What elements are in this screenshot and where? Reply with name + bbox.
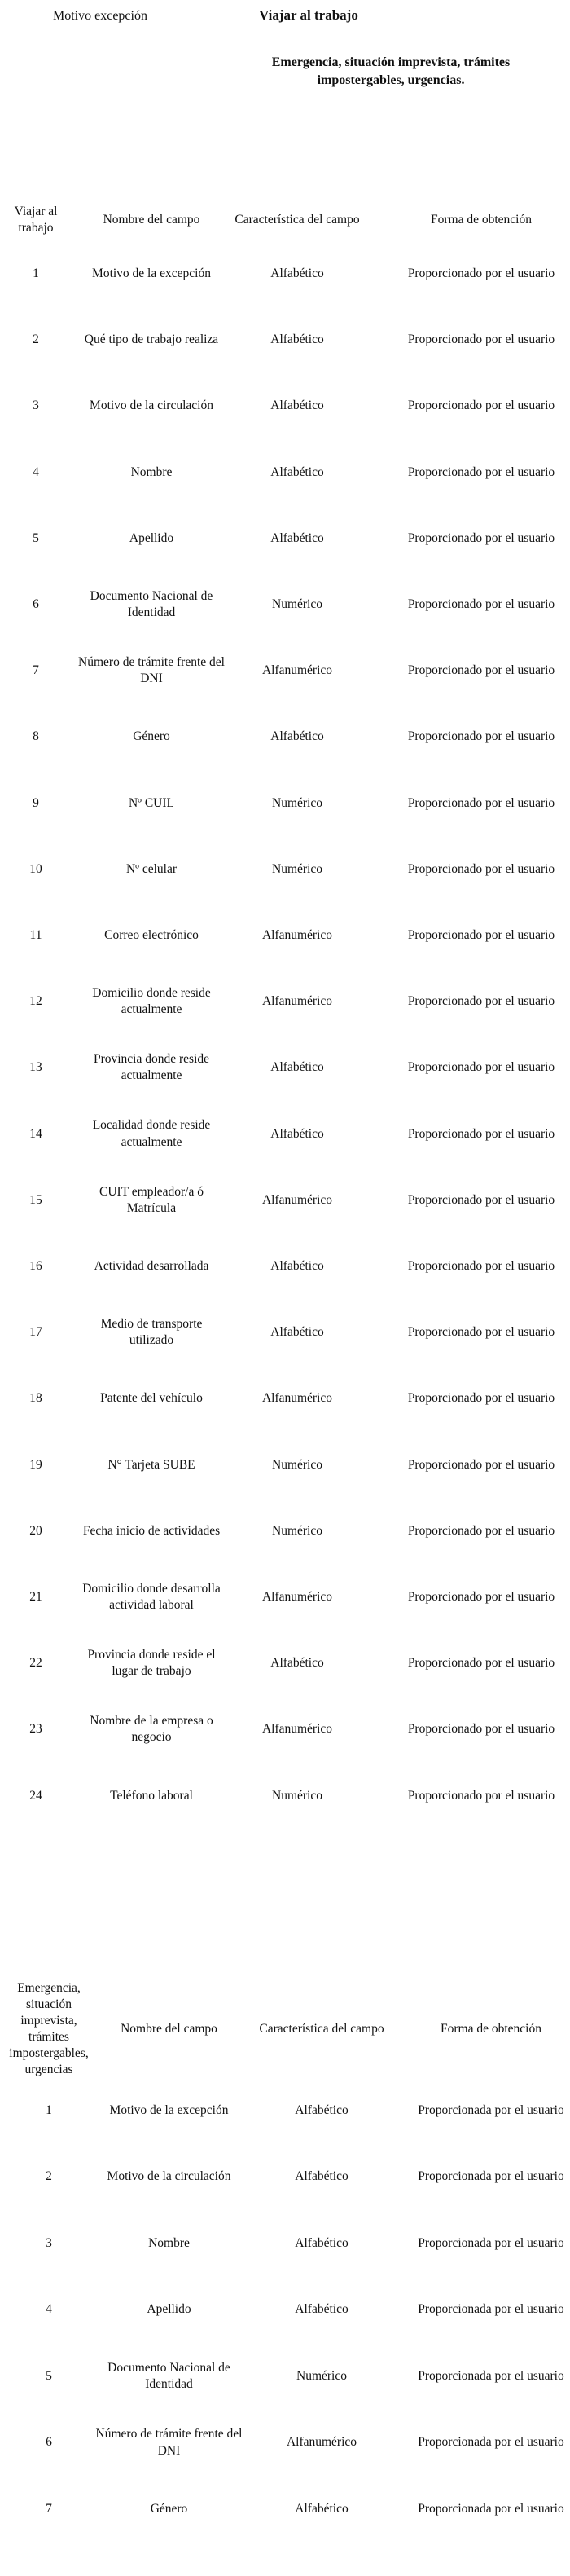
field-type: Alfanumérico (286, 2435, 357, 2450)
table-row (0, 2225, 570, 2262)
row-number: 6 (33, 597, 39, 611)
field-type: Alfabético (295, 2235, 349, 2250)
field-name: Nº CUIL (128, 795, 175, 810)
row-number: 19 (29, 1457, 42, 1472)
row-number: 4 (46, 2302, 52, 2317)
field-source: Proporcionado por el usuario (407, 1722, 555, 1737)
field-source: Proporcionado por el usuario (407, 1656, 555, 1671)
field-name: Teléfono laboral (110, 1788, 193, 1803)
row-number: 5 (33, 531, 39, 545)
table-row (0, 718, 570, 755)
field-source: Proporcionada por el usuario (418, 2435, 564, 2450)
field-type: Numérico (272, 1788, 322, 1803)
field-name: Nombre de la empresa o negocio (90, 1714, 213, 1745)
field-name: Número de trámite frente del DNI (95, 2427, 243, 2458)
table-row (0, 520, 570, 557)
field-name: Provincia donde reside actualmente (93, 1052, 210, 1083)
row-number: 1 (46, 2103, 52, 2117)
page-subtitle: Emergencia, situación imprevista, trámites impostergables, urgencias. (271, 55, 511, 87)
field-source: Proporcionado por el usuario (407, 1060, 555, 1075)
field-source: Proporcionado por el usuario (407, 465, 555, 479)
row-number: 18 (29, 1391, 42, 1406)
table-row (0, 2292, 570, 2329)
field-type: Numérico (272, 1457, 322, 1472)
field-name: Qué tipo de trabajo realiza (84, 332, 219, 347)
field-source: Proporcionado por el usuario (407, 597, 555, 611)
field-type: Alfabético (295, 2501, 349, 2516)
field-name: Localidad donde reside actualmente (92, 1118, 211, 1149)
row-number: 6 (46, 2435, 52, 2450)
table-row (0, 1645, 570, 1682)
row-number: 24 (29, 1788, 42, 1803)
row-number: 3 (33, 399, 39, 413)
field-type: Numérico (296, 2368, 347, 2383)
table-row (0, 2159, 570, 2196)
field-name: Motivo de la excepción (109, 2103, 229, 2117)
field-type: Alfabético (270, 1656, 324, 1671)
column-header: Característica del campo (235, 212, 360, 227)
row-number: 2 (46, 2169, 52, 2184)
field-source: Proporcionado por el usuario (407, 266, 555, 280)
field-type: Numérico (272, 1523, 322, 1538)
field-source: Proporcionado por el usuario (407, 1192, 555, 1207)
field-type: Alfabético (270, 729, 324, 744)
table-row (0, 983, 570, 1020)
field-source: Proporcionado por el usuario (407, 531, 555, 545)
row-number: 21 (29, 1589, 42, 1604)
table-row (0, 1447, 570, 1484)
column-header: Forma de obtención (441, 2021, 542, 2036)
field-name: CUIT empleador/a ó Matrícula (99, 1184, 204, 1215)
field-name: Número de trámite frente del DNI (78, 655, 225, 686)
field-source: Proporcionado por el usuario (407, 1523, 555, 1538)
row-number: 11 (29, 927, 42, 942)
row-number: 17 (29, 1325, 42, 1340)
column-header: Característica del campo (259, 2021, 384, 2036)
table-row (0, 255, 570, 293)
table-row (0, 1116, 570, 1153)
field-source: Proporcionado por el usuario (407, 1788, 555, 1803)
field-source: Proporcionado por el usuario (407, 795, 555, 810)
table-row (0, 917, 570, 954)
table1-header-row (0, 192, 570, 248)
field-name: Domicilio donde reside actualmente (92, 986, 211, 1017)
table-row (0, 1711, 570, 1748)
field-source: Proporcionado por el usuario (407, 663, 555, 678)
row-number: 7 (33, 663, 39, 678)
field-name: Nº celular (125, 861, 178, 876)
field-source: Proporcionado por el usuario (407, 927, 555, 942)
page-title: Viajar al trabajo (259, 7, 358, 23)
row-number: 9 (33, 795, 39, 810)
field-source: Proporcionada por el usuario (418, 2302, 564, 2317)
field-name: Nombre (148, 2235, 190, 2250)
table-row (0, 586, 570, 623)
table-row (0, 1579, 570, 1616)
field-name: Medio de transporte utilizado (100, 1317, 203, 1348)
column-header: Viajar al trabajo (14, 204, 58, 235)
field-name: Nombre (130, 465, 173, 479)
column-header: Forma de obtención (431, 212, 532, 227)
table2-header-row (0, 1972, 570, 2086)
row-number: 13 (29, 1060, 42, 1075)
field-type: Alfabético (295, 2169, 349, 2184)
field-name: Género (150, 2501, 188, 2516)
field-source: Proporcionado por el usuario (407, 332, 555, 347)
field-type: Numérico (272, 861, 322, 876)
field-source: Proporcionado por el usuario (407, 1258, 555, 1273)
field-name: Correo electrónico (104, 927, 199, 942)
row-number: 2 (33, 332, 39, 347)
table-row (0, 387, 570, 425)
field-name: Motivo de la circulación (107, 2169, 231, 2184)
field-source: Proporcionado por el usuario (407, 1325, 555, 1340)
field-type: Alfabético (270, 1325, 324, 1340)
table-row (0, 454, 570, 491)
table-row (0, 2358, 570, 2395)
field-type: Alfanumérico (261, 994, 333, 1009)
table-row (0, 2490, 570, 2528)
table-row (0, 1248, 570, 1285)
field-name: Género (133, 729, 170, 744)
table-row (0, 652, 570, 689)
field-name: Provincia donde reside el lugar de trabajo (87, 1648, 216, 1679)
column-header: Nombre del campo (103, 212, 200, 227)
field-name: Actividad desarrollada (94, 1258, 209, 1273)
field-type: Numérico (272, 597, 322, 611)
row-number: 22 (29, 1656, 42, 1671)
field-source: Proporcionado por el usuario (407, 1126, 555, 1141)
row-number: 8 (33, 729, 39, 744)
field-source: Proporcionado por el usuario (407, 1457, 555, 1472)
column-header: Nombre del campo (121, 2021, 217, 2036)
field-name: Apellido (147, 2302, 191, 2317)
table-row (0, 1513, 570, 1550)
field-name: Documento Nacional de Identidad (107, 2360, 230, 2391)
table-row (0, 2424, 570, 2462)
row-number: 12 (29, 994, 42, 1009)
row-number: 16 (29, 1258, 42, 1273)
field-type: Alfanumérico (261, 663, 333, 678)
row-number: 7 (46, 2501, 52, 2516)
field-source: Proporcionado por el usuario (407, 729, 555, 744)
field-type: Alfabético (295, 2103, 349, 2117)
table-row (0, 851, 570, 888)
row-number: 4 (33, 465, 39, 479)
row-number: 14 (29, 1126, 42, 1141)
field-type: Alfabético (270, 399, 324, 413)
row-number: 3 (46, 2235, 52, 2250)
field-type: Alfanumérico (261, 927, 333, 942)
field-name: Motivo de la excepción (92, 266, 211, 280)
field-source: Proporcionado por el usuario (407, 861, 555, 876)
table-row (0, 785, 570, 822)
field-type: Numérico (272, 795, 322, 810)
field-name: Domicilio donde desarrolla actividad laboral (82, 1581, 221, 1612)
field-type: Alfabético (295, 2302, 349, 2317)
field-type: Alfanumérico (261, 1589, 333, 1604)
table-row (0, 1182, 570, 1219)
field-type: Alfanumérico (261, 1391, 333, 1406)
field-source: Proporcionado por el usuario (407, 399, 555, 413)
field-type: Alfabético (270, 1060, 324, 1075)
field-type: Alfabético (270, 266, 324, 280)
field-type: Alfabético (270, 465, 324, 479)
field-source: Proporcionada por el usuario (418, 2368, 564, 2383)
field-name: N° Tarjeta SUBE (107, 1457, 195, 1472)
row-number: 5 (46, 2368, 52, 2383)
row-number: 20 (29, 1523, 42, 1538)
table-row (0, 1049, 570, 1086)
row-number: 23 (29, 1722, 42, 1737)
table-row (0, 1314, 570, 1351)
motivo-excepcion-label: Motivo excepción (53, 9, 147, 23)
table-row (0, 321, 570, 359)
field-type: Alfabético (270, 1258, 324, 1273)
field-name: Motivo de la circulación (90, 399, 213, 413)
row-number: 1 (33, 266, 39, 280)
field-source: Proporcionada por el usuario (418, 2169, 564, 2184)
field-name: Apellido (129, 531, 174, 545)
field-type: Alfanumérico (261, 1192, 333, 1207)
field-name: Fecha inicio de actividades (82, 1523, 221, 1538)
field-source: Proporcionado por el usuario (407, 994, 555, 1009)
table-row (0, 1777, 570, 1815)
field-type: Alfabético (270, 332, 324, 347)
field-source: Proporcionado por el usuario (407, 1391, 555, 1406)
field-type: Alfabético (270, 531, 324, 545)
table-row (0, 2092, 570, 2129)
field-name: Patente del vehículo (100, 1391, 203, 1406)
field-source: Proporcionada por el usuario (418, 2501, 564, 2516)
table-row (0, 1380, 570, 1417)
field-type: Alfabético (270, 1126, 324, 1141)
field-source: Proporcionado por el usuario (407, 1589, 555, 1604)
field-name: Documento Nacional de Identidad (90, 588, 213, 619)
field-source: Proporcionada por el usuario (418, 2235, 564, 2250)
field-type: Alfanumérico (261, 1722, 333, 1737)
row-number: 10 (29, 861, 42, 876)
column-header: Emergencia, situación imprevista, trámites impostergables, urgencias (9, 1980, 89, 2077)
row-number: 15 (29, 1192, 42, 1207)
field-source: Proporcionada por el usuario (418, 2103, 564, 2117)
